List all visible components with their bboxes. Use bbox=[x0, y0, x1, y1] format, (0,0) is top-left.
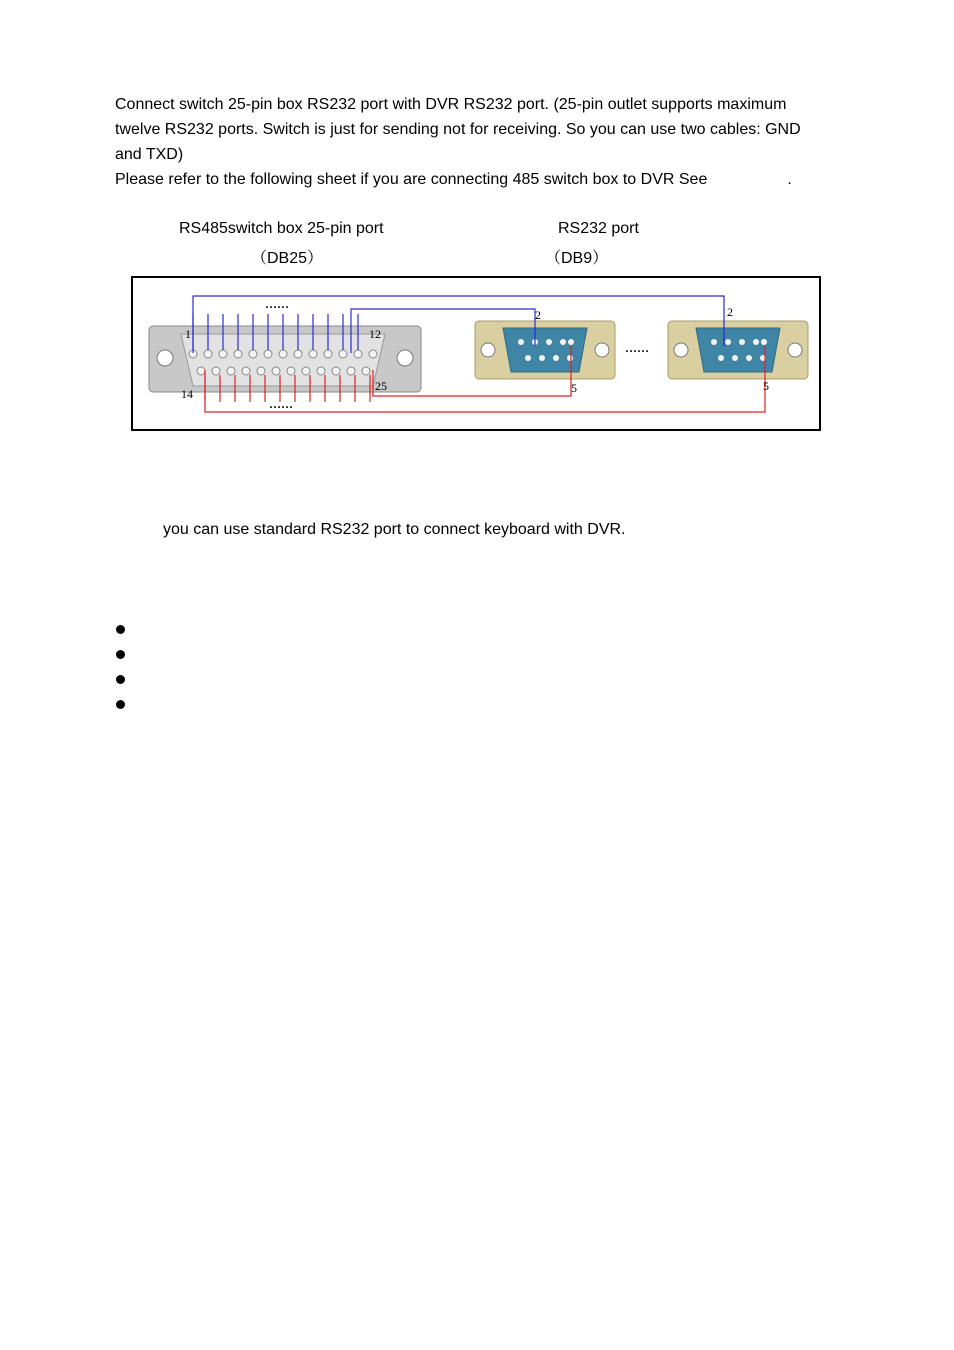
intro-line-3: and TXD) bbox=[115, 146, 184, 163]
db25-top-pin bbox=[204, 350, 212, 358]
db25-bottom-pin bbox=[347, 367, 355, 375]
db25-bottom-pin bbox=[242, 367, 250, 375]
db25-top-pin bbox=[354, 350, 362, 358]
db25-pin-12-label: 12 bbox=[369, 327, 381, 341]
db9-2-pin-5-label: 5 bbox=[763, 379, 769, 393]
db9-2-pin-2-label: 2 bbox=[727, 305, 733, 319]
db9-connector-1 bbox=[475, 321, 615, 379]
between-ports-ellipsis: …… bbox=[625, 341, 649, 355]
db9-1-pin-5-label: 5 bbox=[571, 381, 577, 395]
db25-bottom-pin bbox=[287, 367, 295, 375]
intro-line-1: Connect switch 25-pin box RS232 port with DVR RS232 port. (25-pin outlet supports maximum bbox=[115, 96, 787, 113]
db25-pin-1-label: 1 bbox=[185, 327, 191, 341]
db25-title: RS485switch box 25-pin port bbox=[179, 220, 384, 237]
db25-pin-14-label: 14 bbox=[181, 387, 193, 401]
db25-bottom-pin bbox=[362, 367, 370, 375]
wiring-diagram-svg bbox=[133, 278, 819, 429]
wiring-diagram bbox=[131, 276, 821, 431]
db9-subtitle: （DB9） bbox=[545, 250, 609, 267]
intro-paragraph bbox=[115, 92, 875, 192]
db25-top-pin bbox=[234, 350, 242, 358]
db25-top-pin bbox=[309, 350, 317, 358]
bottom-ellipsis: …… bbox=[269, 397, 293, 411]
db25-top-pin bbox=[339, 350, 347, 358]
db9-title: RS232 port bbox=[558, 220, 639, 237]
intro-line-4 bbox=[115, 167, 875, 192]
db25-bottom-pin bbox=[212, 367, 220, 375]
intro-line-4-end: . bbox=[787, 171, 792, 188]
db25-bottom-pin bbox=[272, 367, 280, 375]
db25-top-pin bbox=[264, 350, 272, 358]
db25-bottom-pin bbox=[257, 367, 265, 375]
db25-top-pin bbox=[249, 350, 257, 358]
db25-top-pin bbox=[324, 350, 332, 358]
intro-line-4-text: Please refer to the following sheet if you are connecting 485 switch box to DVR See bbox=[115, 171, 708, 188]
db25-subtitle: （DB25） bbox=[251, 250, 324, 267]
intro-line-2: twelve RS232 ports. Switch is just for sending not for receiving. So you can use two cables: GND bbox=[115, 121, 801, 138]
db25-top-pin bbox=[294, 350, 302, 358]
db9-1-pin-2-label: 2 bbox=[535, 308, 541, 322]
db25-bottom-pin bbox=[317, 367, 325, 375]
db25-top-pin bbox=[219, 350, 227, 358]
db25-bottom-pin bbox=[332, 367, 340, 375]
db25-bottom-pin bbox=[302, 367, 310, 375]
db25-pin-25-label: 25 bbox=[375, 379, 387, 393]
keyboard-note: you can use standard RS232 port to connect keyboard with DVR. bbox=[163, 521, 626, 538]
db25-top-pin bbox=[279, 350, 287, 358]
db9-connector-2 bbox=[668, 321, 808, 379]
top-ellipsis: …… bbox=[265, 297, 289, 311]
db25-top-pin bbox=[369, 350, 377, 358]
db25-bottom-pin bbox=[197, 367, 205, 375]
db25-bottom-pin bbox=[227, 367, 235, 375]
